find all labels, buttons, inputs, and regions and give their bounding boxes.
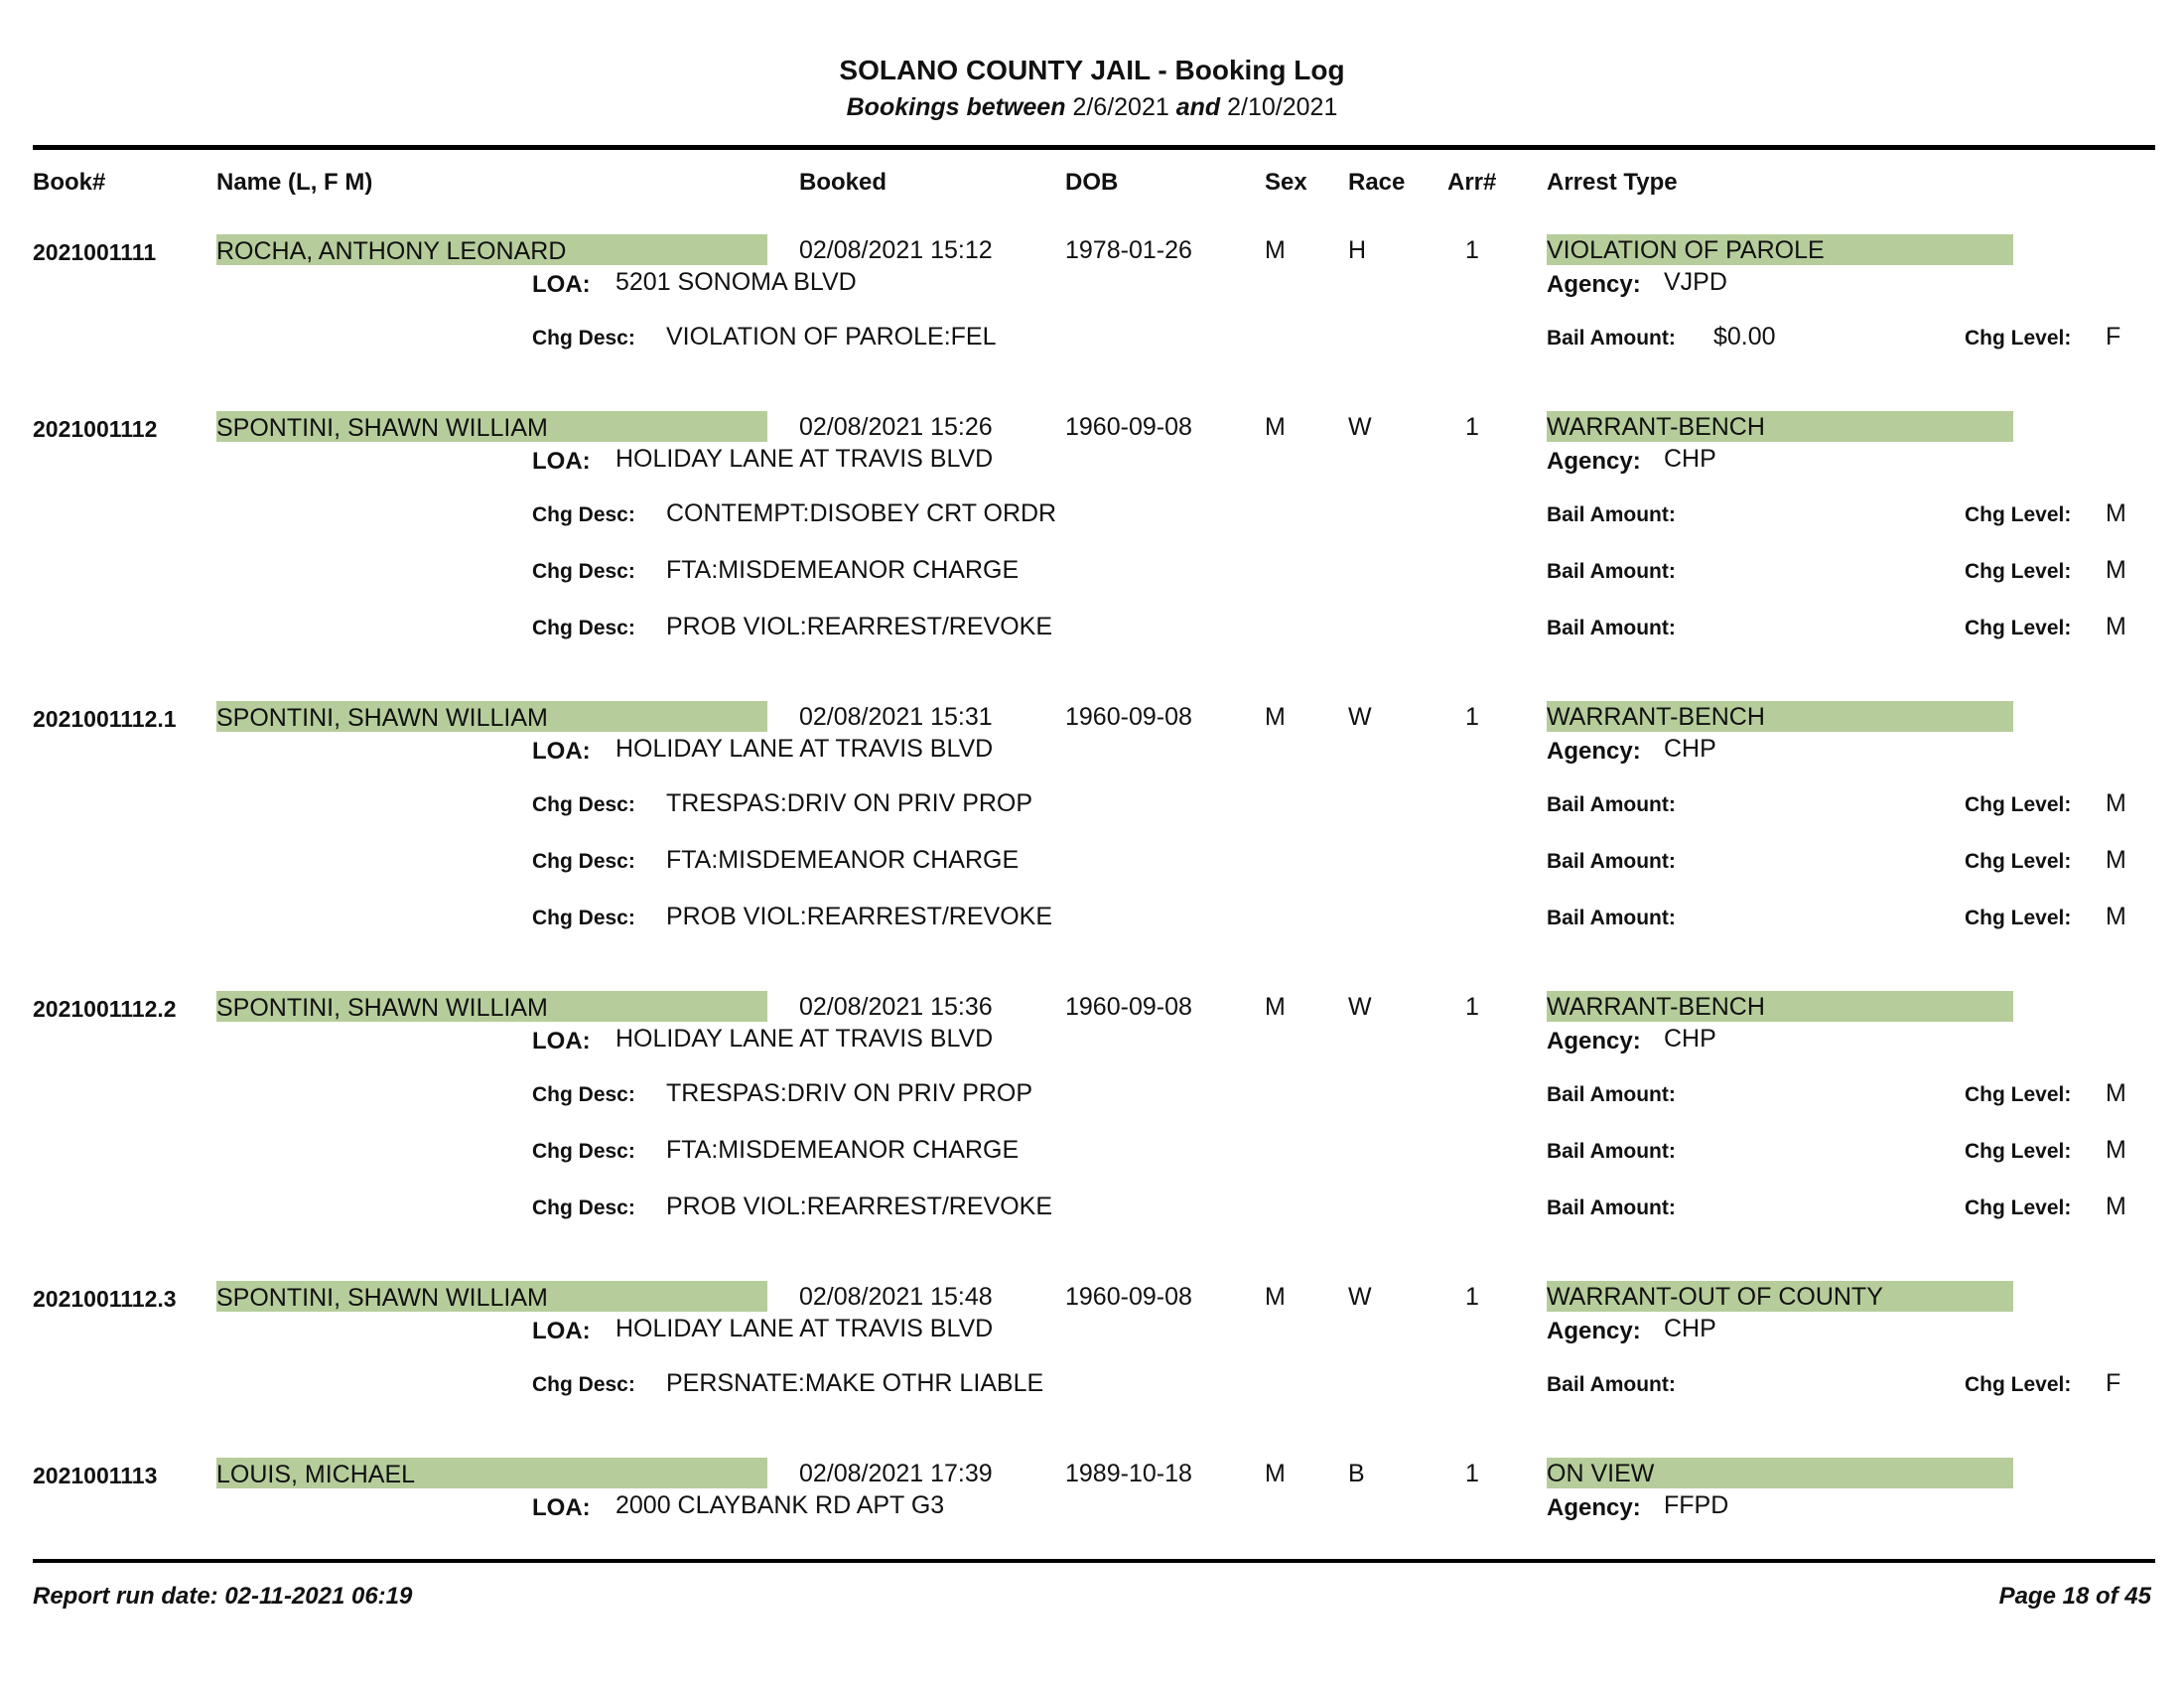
arrest-number: 1 — [1465, 1460, 1479, 1487]
loa-value: HOLIDAY LANE AT TRAVIS BLVD — [615, 1315, 994, 1342]
book-number: 2021001112.3 — [33, 1286, 177, 1312]
chg-level-label: Chg Level: — [1965, 1196, 2072, 1219]
agency-value: CHP — [1664, 1025, 1716, 1053]
chg-level-label: Chg Level: — [1965, 503, 2072, 526]
arrest-type: WARRANT-BENCH — [1547, 993, 1765, 1021]
chg-level-label: Chg Level: — [1965, 560, 2072, 583]
col-arr: Arr# — [1447, 169, 1497, 196]
race: W — [1348, 703, 1372, 731]
loa-label: LOA: — [532, 1494, 591, 1521]
arrest-type: WARRANT-BENCH — [1547, 703, 1765, 731]
chg-level-label: Chg Level: — [1965, 850, 2072, 873]
sex: M — [1265, 703, 1286, 731]
book-number: 2021001113 — [33, 1463, 158, 1488]
arrest-type: WARRANT-BENCH — [1547, 413, 1765, 441]
header-divider — [33, 145, 2155, 150]
chg-desc-label: Chg Desc: — [532, 617, 635, 639]
agency-value: VJPD — [1664, 268, 1727, 296]
loa-label: LOA: — [532, 1028, 591, 1055]
chg-desc-label: Chg Desc: — [532, 1140, 635, 1163]
loa-label: LOA: — [532, 738, 591, 765]
arrest-type: WARRANT-OUT OF COUNTY — [1547, 1283, 1883, 1311]
arrest-number: 1 — [1465, 993, 1479, 1021]
arrest-number: 1 — [1465, 236, 1479, 264]
charge-level: F — [2106, 1369, 2121, 1397]
agency-label: Agency: — [1547, 1318, 1641, 1344]
chg-desc-label: Chg Desc: — [532, 793, 635, 816]
agency-value: CHP — [1664, 1315, 1716, 1342]
inmate-name: SPONTINI, SHAWN WILLIAM — [216, 414, 548, 442]
agency-value: CHP — [1664, 735, 1716, 763]
col-name: Name (L, F M) — [216, 169, 373, 196]
arrest-number: 1 — [1465, 703, 1479, 731]
inmate-name: SPONTINI, SHAWN WILLIAM — [216, 704, 548, 732]
dob: 1960-09-08 — [1065, 993, 1192, 1021]
inmate-name: ROCHA, ANTHONY LEONARD — [216, 237, 567, 265]
bail-amount-label: Bail Amount: — [1547, 1140, 1676, 1163]
loa-value: HOLIDAY LANE AT TRAVIS BLVD — [615, 445, 994, 473]
footer-divider — [33, 1559, 2155, 1563]
race: W — [1348, 1283, 1372, 1311]
bail-amount-label: Bail Amount: — [1547, 1196, 1676, 1219]
charge-description: TRESPAS:DRIV ON PRIV PROP — [666, 789, 1033, 817]
bail-amount-label: Bail Amount: — [1547, 1083, 1676, 1106]
chg-level-label: Chg Level: — [1965, 793, 2072, 816]
chg-level-label: Chg Level: — [1965, 1083, 2072, 1106]
arrest-type: ON VIEW — [1547, 1460, 1655, 1487]
chg-level-label: Chg Level: — [1965, 1373, 2072, 1396]
charge-level: M — [2106, 846, 2126, 874]
report-title: SOLANO COUNTY JAIL - Booking Log — [839, 55, 1345, 85]
date-range-and: and — [1175, 93, 1221, 121]
charge-description: PERSNATE:MAKE OTHR LIABLE — [666, 1369, 1044, 1397]
chg-desc-label: Chg Desc: — [532, 560, 635, 583]
charge-level: M — [2106, 1136, 2126, 1164]
book-number: 2021001112.1 — [33, 706, 177, 732]
chg-level-label: Chg Level: — [1965, 907, 2072, 929]
booked-datetime: 02/08/2021 15:12 — [799, 236, 993, 264]
race: W — [1348, 413, 1372, 441]
book-number: 2021001111 — [33, 239, 157, 265]
charge-description: PROB VIOL:REARREST/REVOKE — [666, 613, 1052, 640]
charge-description: CONTEMPT:DISOBEY CRT ORDR — [666, 499, 1057, 527]
charge-level: M — [2106, 1193, 2126, 1220]
charge-description: TRESPAS:DRIV ON PRIV PROP — [666, 1079, 1033, 1107]
agency-value: CHP — [1664, 445, 1716, 473]
inmate-name: SPONTINI, SHAWN WILLIAM — [216, 1284, 548, 1312]
chg-level-label: Chg Level: — [1965, 327, 2072, 350]
charge-description: FTA:MISDEMEANOR CHARGE — [666, 1136, 1020, 1164]
race: W — [1348, 993, 1372, 1021]
col-dob: DOB — [1065, 169, 1119, 196]
date-range-prefix: Bookings between — [846, 93, 1066, 121]
chg-desc-label: Chg Desc: — [532, 1196, 635, 1219]
bail-amount-label: Bail Amount: — [1547, 793, 1676, 816]
agency-label: Agency: — [1547, 1494, 1641, 1521]
chg-desc-label: Chg Desc: — [532, 327, 635, 350]
chg-desc-label: Chg Desc: — [532, 907, 635, 929]
col-race: Race — [1348, 169, 1406, 196]
charge-level: F — [2106, 323, 2121, 351]
loa-value: 2000 CLAYBANK RD APT G3 — [615, 1491, 945, 1519]
bail-amount-label: Bail Amount: — [1547, 327, 1676, 350]
sex: M — [1265, 993, 1286, 1021]
sex: M — [1265, 236, 1286, 264]
dob: 1960-09-08 — [1065, 1283, 1192, 1311]
dob: 1989-10-18 — [1065, 1460, 1192, 1487]
book-number: 2021001112 — [33, 416, 158, 442]
charge-level: M — [2106, 903, 2126, 930]
chg-desc-label: Chg Desc: — [532, 1083, 635, 1106]
bail-amount-label: Bail Amount: — [1547, 907, 1676, 929]
charge-description: PROB VIOL:REARREST/REVOKE — [666, 1193, 1052, 1220]
report-run-date: Report run date: 02-11-2021 06:19 — [33, 1583, 413, 1610]
col-book: Book# — [33, 169, 106, 196]
race: B — [1348, 1460, 1365, 1487]
sex: M — [1265, 1460, 1286, 1487]
agency-label: Agency: — [1547, 271, 1641, 298]
chg-level-label: Chg Level: — [1965, 1140, 2072, 1163]
charge-level: M — [2106, 789, 2126, 817]
charge-level: M — [2106, 1079, 2126, 1107]
race: H — [1348, 236, 1367, 264]
date-range-to: 2/10/2021 — [1227, 93, 1338, 121]
charge-description: PROB VIOL:REARREST/REVOKE — [666, 903, 1052, 930]
book-number: 2021001112.2 — [33, 996, 177, 1022]
inmate-name: LOUIS, MICHAEL — [216, 1461, 416, 1488]
loa-label: LOA: — [532, 271, 591, 298]
col-sex: Sex — [1265, 169, 1307, 196]
bail-amount-label: Bail Amount: — [1547, 560, 1676, 583]
sex: M — [1265, 1283, 1286, 1311]
charge-level: M — [2106, 556, 2126, 584]
booked-datetime: 02/08/2021 15:36 — [799, 993, 993, 1021]
arrest-number: 1 — [1465, 413, 1479, 441]
charge-description: VIOLATION OF PAROLE:FEL — [666, 323, 997, 351]
page-number: Page 18 of 45 — [1998, 1583, 2151, 1610]
loa-label: LOA: — [532, 1318, 591, 1344]
chg-desc-label: Chg Desc: — [532, 850, 635, 873]
agency-label: Agency: — [1547, 738, 1641, 765]
report-date-range — [0, 93, 2184, 122]
sex: M — [1265, 413, 1286, 441]
bail-amount-label: Bail Amount: — [1547, 1373, 1676, 1396]
charge-level: M — [2106, 499, 2126, 527]
bail-amount: $0.00 — [1713, 323, 1776, 351]
col-booked: Booked — [799, 169, 887, 196]
booked-datetime: 02/08/2021 15:48 — [799, 1283, 993, 1311]
charge-level: M — [2106, 613, 2126, 640]
booked-datetime: 02/08/2021 15:31 — [799, 703, 993, 731]
loa-value: HOLIDAY LANE AT TRAVIS BLVD — [615, 1025, 994, 1053]
charge-description: FTA:MISDEMEANOR CHARGE — [666, 846, 1020, 874]
loa-value: HOLIDAY LANE AT TRAVIS BLVD — [615, 735, 994, 763]
agency-label: Agency: — [1547, 1028, 1641, 1055]
dob: 1960-09-08 — [1065, 413, 1192, 441]
chg-level-label: Chg Level: — [1965, 617, 2072, 639]
loa-label: LOA: — [532, 448, 591, 475]
date-range-from: 2/6/2021 — [1072, 93, 1169, 121]
bail-amount-label: Bail Amount: — [1547, 503, 1676, 526]
arrest-type: VIOLATION OF PAROLE — [1547, 236, 1825, 264]
bail-amount-label: Bail Amount: — [1547, 850, 1676, 873]
arrest-number: 1 — [1465, 1283, 1479, 1311]
agency-value: FFPD — [1664, 1491, 1729, 1519]
inmate-name: SPONTINI, SHAWN WILLIAM — [216, 994, 548, 1022]
chg-desc-label: Chg Desc: — [532, 503, 635, 526]
loa-value: 5201 SONOMA BLVD — [615, 268, 857, 296]
chg-desc-label: Chg Desc: — [532, 1373, 635, 1396]
booked-datetime: 02/08/2021 15:26 — [799, 413, 993, 441]
bail-amount-label: Bail Amount: — [1547, 617, 1676, 639]
booked-datetime: 02/08/2021 17:39 — [799, 1460, 993, 1487]
col-arrest-type: Arrest Type — [1547, 169, 1678, 196]
dob: 1978-01-26 — [1065, 236, 1192, 264]
charge-description: FTA:MISDEMEANOR CHARGE — [666, 556, 1020, 584]
dob: 1960-09-08 — [1065, 703, 1192, 731]
agency-label: Agency: — [1547, 448, 1641, 475]
